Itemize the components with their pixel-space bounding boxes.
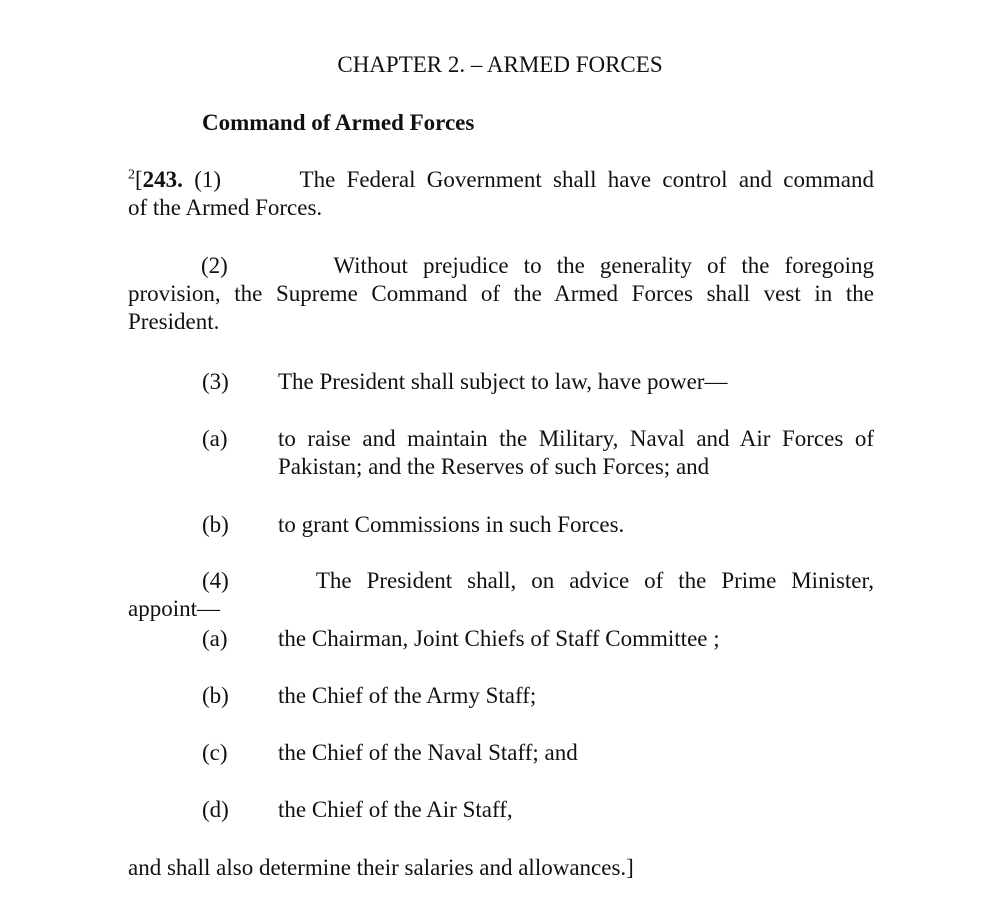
clause-3-item-a-label: (a) bbox=[202, 426, 228, 451]
clause-3-item-b: to grant Commissions in such Forces. bbox=[278, 512, 625, 537]
chapter-title: CHAPTER 2. – ARMED FORCES bbox=[337, 52, 663, 77]
clause-3-item-b-label: (b) bbox=[202, 512, 229, 537]
clause-2-text-line-3: President. bbox=[128, 309, 220, 334]
clause-4-text-line-2: appoint— bbox=[128, 596, 220, 621]
clause-4-item-b: the Chief of the Army Staff; bbox=[278, 683, 537, 708]
clause-3-item-a-line-2: Pakistan; and the Reserves of such Forces; and bbox=[278, 454, 710, 479]
article-number: 243. bbox=[142, 167, 183, 192]
clause-3-item-a-line-1: to raise and maintain the Military, Naval and Air Forces of bbox=[278, 426, 874, 451]
clause-4-item-a-label: (a) bbox=[202, 626, 228, 651]
clause-4-item-b-label: (b) bbox=[202, 683, 229, 708]
clause-4-line-1 bbox=[202, 567, 874, 595]
clause-2-label: (2) bbox=[201, 253, 228, 278]
opening-bracket: [ bbox=[135, 167, 143, 192]
clause-4-label: (4) bbox=[202, 568, 229, 593]
clause-2 bbox=[128, 252, 874, 336]
clause-4-item-d-label: (d) bbox=[202, 797, 229, 822]
clause-1-text-line-1: The Federal Government shall have control and command bbox=[299, 167, 875, 192]
section-heading: Command of Armed Forces bbox=[202, 110, 475, 135]
footnote-marker: 2 bbox=[128, 167, 135, 183]
clause-2-text-line-1: Without prejudice to the generality of the foregoing bbox=[333, 253, 874, 278]
clause-4-line-1-justified bbox=[202, 567, 874, 595]
clause-4-text-line-1: The President shall, on advice of the Prime Minister, bbox=[315, 568, 875, 593]
clause-4-item-d: the Chief of the Air Staff, bbox=[278, 797, 513, 822]
clause-4-item-a: the Chairman, Joint Chiefs of Staff Committee ; bbox=[278, 626, 720, 651]
clause-3-label: (3) bbox=[202, 369, 229, 394]
clause-1-line-1 bbox=[128, 166, 874, 194]
clause-2-text-line-2: provision, the Supreme Command of the Armed Forces shall vest in the bbox=[128, 281, 874, 306]
clause-2-line-1 bbox=[128, 252, 874, 280]
closing-text: and shall also determine their salaries and allowances.] bbox=[128, 855, 634, 880]
clause-4-item-c-label: (c) bbox=[202, 740, 228, 765]
clause-1 bbox=[128, 166, 874, 222]
clause-4-item-c: the Chief of the Naval Staff; and bbox=[278, 740, 578, 765]
clause-1-label: (1) bbox=[194, 167, 222, 192]
clause-1-text-line-2: of the Armed Forces. bbox=[128, 195, 323, 220]
clause-3-text: The President shall subject to law, have power— bbox=[278, 369, 728, 394]
clause-3-item-a bbox=[278, 425, 878, 481]
